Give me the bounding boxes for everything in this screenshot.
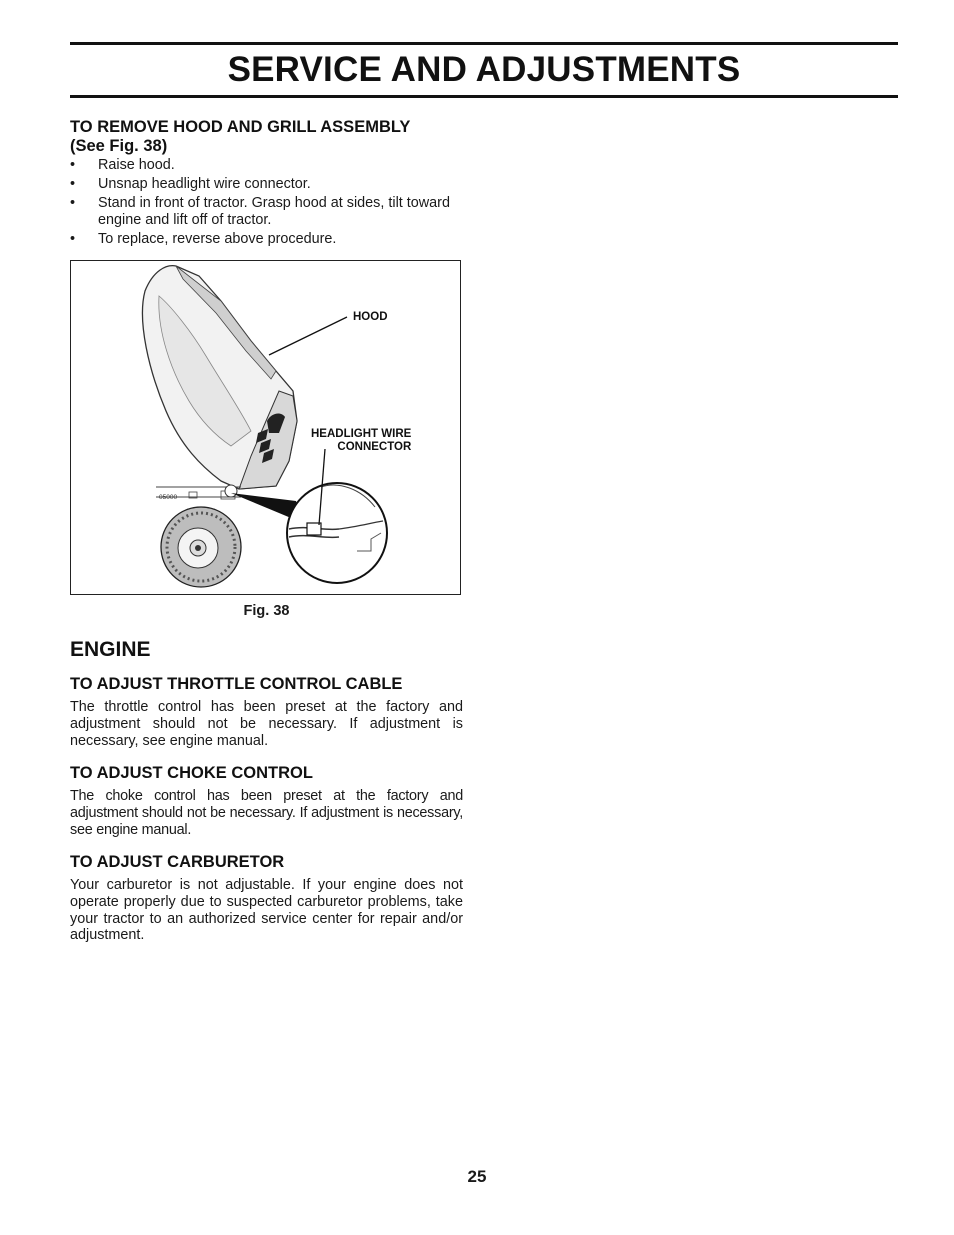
throttle-section xyxy=(70,675,463,749)
step-text: Stand in front of tractor. Grasp hood at sides, tilt toward engine and lift off of tractor. xyxy=(98,195,450,228)
figure-caption: Fig. 38 xyxy=(243,603,290,619)
hood-illustration xyxy=(71,261,459,593)
choke-heading: TO ADJUST CHOKE CONTROL xyxy=(70,764,313,782)
step-text: Raise hood. xyxy=(98,157,175,173)
hood-steps-list xyxy=(70,157,463,248)
carburetor-section xyxy=(70,853,463,944)
page-number: 25 xyxy=(467,1167,487,1186)
hood-section-heading xyxy=(70,118,463,156)
title-underline-rule xyxy=(70,95,898,98)
engine-heading: ENGINE xyxy=(70,638,151,661)
list-item: • Raise hood. xyxy=(70,157,175,173)
hood-section xyxy=(70,118,463,250)
step-text: Unsnap headlight wire connector. xyxy=(98,176,311,192)
connector-label-line2: CONNECTOR xyxy=(337,441,412,453)
hood-heading-line1: TO REMOVE HOOD AND GRILL ASSEMBLY xyxy=(70,118,411,136)
page-title: SERVICE AND ADJUSTMENTS xyxy=(227,50,741,89)
drawing-code: 05000 xyxy=(159,494,178,501)
hood-callout-label: HOOD xyxy=(353,311,388,323)
list-item: • Stand in front of tractor. Grasp hood at sides, tilt toward engine and lift off of tractor. xyxy=(70,195,450,228)
throttle-heading: TO ADJUST THROTTLE CONTROL CABLE xyxy=(70,675,403,693)
carburetor-heading: TO ADJUST CARBURETOR xyxy=(70,853,285,871)
hood-heading-line2: (See Fig. 38) xyxy=(70,137,168,155)
step-text: To replace, reverse above procedure. xyxy=(98,231,337,247)
connector-label-line1: HEADLIGHT WIRE xyxy=(311,428,412,440)
choke-text: The choke control has been preset at the factory and adjustment should not be necessary. If adjustment is necessary, see engine manual. xyxy=(70,788,463,838)
throttle-text: The throttle control has been preset at the factory and adjustment should not be necessary. If adjustment is necessary, see engine manual. xyxy=(70,699,463,749)
figure-38-frame xyxy=(70,260,461,595)
list-item: • Unsnap headlight wire connector. xyxy=(70,176,311,192)
connector-callout-label xyxy=(311,428,411,454)
top-rule xyxy=(70,42,898,45)
carburetor-text: Your carburetor is not adjustable. If your engine does not operate properly due to suspected carburetor problems, take your tractor to an authorized service center for repair and/or adjustment. xyxy=(70,877,463,944)
choke-section xyxy=(70,764,463,838)
list-item: • To replace, reverse above procedure. xyxy=(70,231,337,247)
